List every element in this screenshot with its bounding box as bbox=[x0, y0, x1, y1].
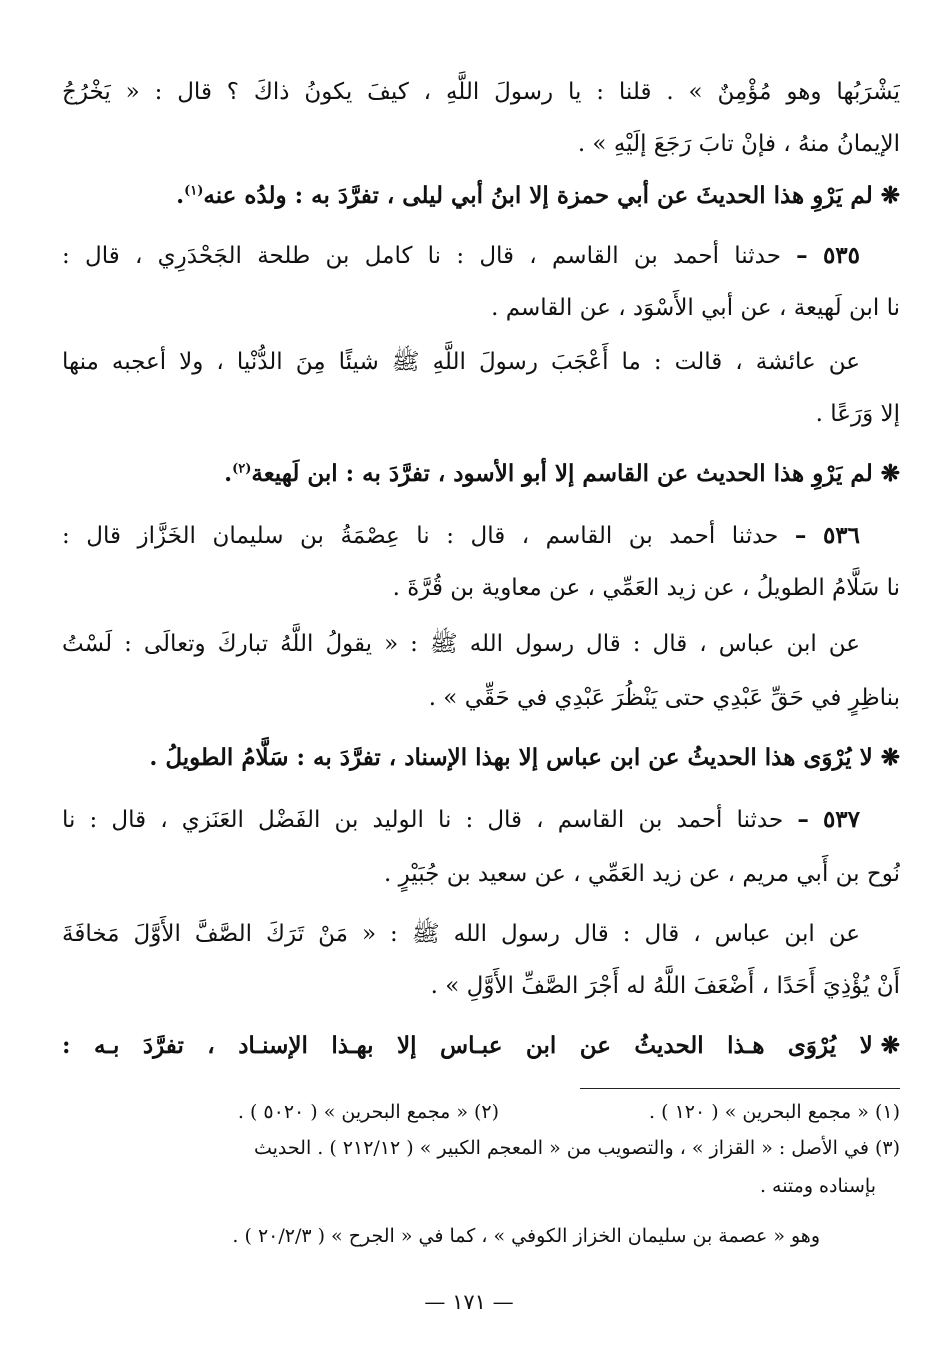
star-ornament-icon: ❋ bbox=[880, 460, 900, 487]
hadith-537-chain: ٥٣٧ – حدثنا أحمد بن القاسم ، قال : نا الوليد بن الفَضْل العَنَزي ، قال : نا bbox=[62, 806, 860, 833]
footnote-line: بإسناده ومتنه . bbox=[759, 1175, 876, 1197]
text-line: إلا وَرَعًا . bbox=[815, 401, 900, 427]
footnote-line: وهو « عصمة بن سليمان الخزاز الكوفي » ، كما في « الجرح » ( ٢٠/٢/٣ ) . bbox=[232, 1225, 820, 1247]
hadith-536-text: عن ابن عباس ، قال : قال رسول الله ﷺ : « يقولُ اللَّهُ تباركَ وتعالَى : لَسْتُ bbox=[62, 631, 860, 657]
hadith-536-chain: ٥٣٦ – حدثنا أحمد بن القاسم ، قال : نا عِصْمَةُ بن سليمان الخَزَّاز قال : bbox=[62, 522, 860, 549]
hadith-number: ٥٣٥ bbox=[822, 242, 860, 269]
narration-note: ❋لم يَرْوِ هذا الحديثَ عن أبي حمزة إلا ابنُ أبي ليلى ، تفرَّدَ به : ولدُه عنه$^{(١)}$. bbox=[176, 182, 900, 209]
star-ornament-icon: ❋ bbox=[880, 182, 900, 209]
text-line: نا ابن لَهيعة ، عن أبي الأَسْوَد ، عن القاسم . bbox=[491, 295, 900, 321]
text-line: الإيمانُ منهُ ، فإنْ تابَ رَجَعَ إلَيْهِ » . bbox=[577, 131, 900, 157]
narration-note: ❋لم يَرْوِ هذا الحديث عن القاسم إلا أبو الأسود ، تفرَّدَ به : ابن لَهيعة$^{(٢)}$. bbox=[224, 460, 900, 487]
page-number: — ١٧١ — bbox=[424, 1290, 514, 1314]
footnote-line: (١) « مجمع البحرين » ( ١٢٠ ) .(٢) « مجمع البحرين » ( ٥٠٢٠ ) . bbox=[237, 1101, 900, 1123]
hadith-number: ٥٣٧ bbox=[822, 806, 860, 833]
hadith-535-chain: ٥٣٥ – حدثنا أحمد بن القاسم ، قال : نا كامل بن طلحة الجَحْدَرِي ، قال : bbox=[62, 242, 860, 269]
hadith-535-text: عن عائشة ، قالت : ما أَعْجَبَ رسولَ اللَّهِ ﷺ شيئًا مِنَ الدُّنْيا ، ولا أعجبه منها bbox=[62, 349, 860, 375]
text-line: نا سَلَّامُ الطويلُ ، عن زيد العَمِّي ، عن معاوية بن قُرَّةَ . bbox=[392, 575, 900, 601]
star-ornament-icon: ❋ bbox=[880, 744, 900, 771]
footnote-line: (٣) في الأصل : « القزاز » ، والتصويب من « المعجم الكبير » ( ٢١٢/١٢ ) . الحديث bbox=[253, 1137, 900, 1159]
text-line: نُوح بن أَبي مريم ، عن زيد العَمِّي ، عن سعيد بن جُبَيْرٍ . bbox=[383, 861, 900, 887]
narration-note: ❋لا يُرْوَى هـذا الحديثُ عن ابن عبـاس إلا بهـذا الإسنـاد ، تفرَّدَ بـه : bbox=[62, 1032, 900, 1059]
text-line: أَنْ يُؤْذِيَ أَحَدًا ، أَضْعَفَ اللَّهُ له أَجْرَ الصَّفِّ الأَوَّلِ » . bbox=[430, 973, 900, 999]
narration-note: ❋لا يُرْوَى هذا الحديثُ عن ابن عباس إلا بهذا الإسناد ، تفرَّدَ به : سَلَّامُ الطويلُ . bbox=[149, 744, 900, 771]
footnote-ref: (٢) bbox=[232, 461, 252, 477]
hadith-537-text: عن ابن عباس ، قال : قال رسول الله ﷺ : « مَنْ تَرَكَ الصَّفَّ الأَوَّلَ مَخافَةَ bbox=[62, 921, 860, 947]
text-line: بناظِرٍ في حَقِّ عَبْدِي حتى يَنْظُرَ عَبْدِي في حَقِّي » . bbox=[428, 685, 900, 711]
footnote-ref: (١) bbox=[184, 183, 204, 199]
text-line: يَشْرَبُها وهو مُؤْمِنٌ » . قلنا : يا رسولَ اللَّهِ ، كيفَ يكونُ ذاكَ ؟ قال : « يَخْرُجُ bbox=[62, 79, 900, 105]
hadith-number: ٥٣٦ bbox=[822, 522, 860, 549]
footnote-divider bbox=[580, 1088, 900, 1089]
star-ornament-icon: ❋ bbox=[880, 1032, 900, 1059]
